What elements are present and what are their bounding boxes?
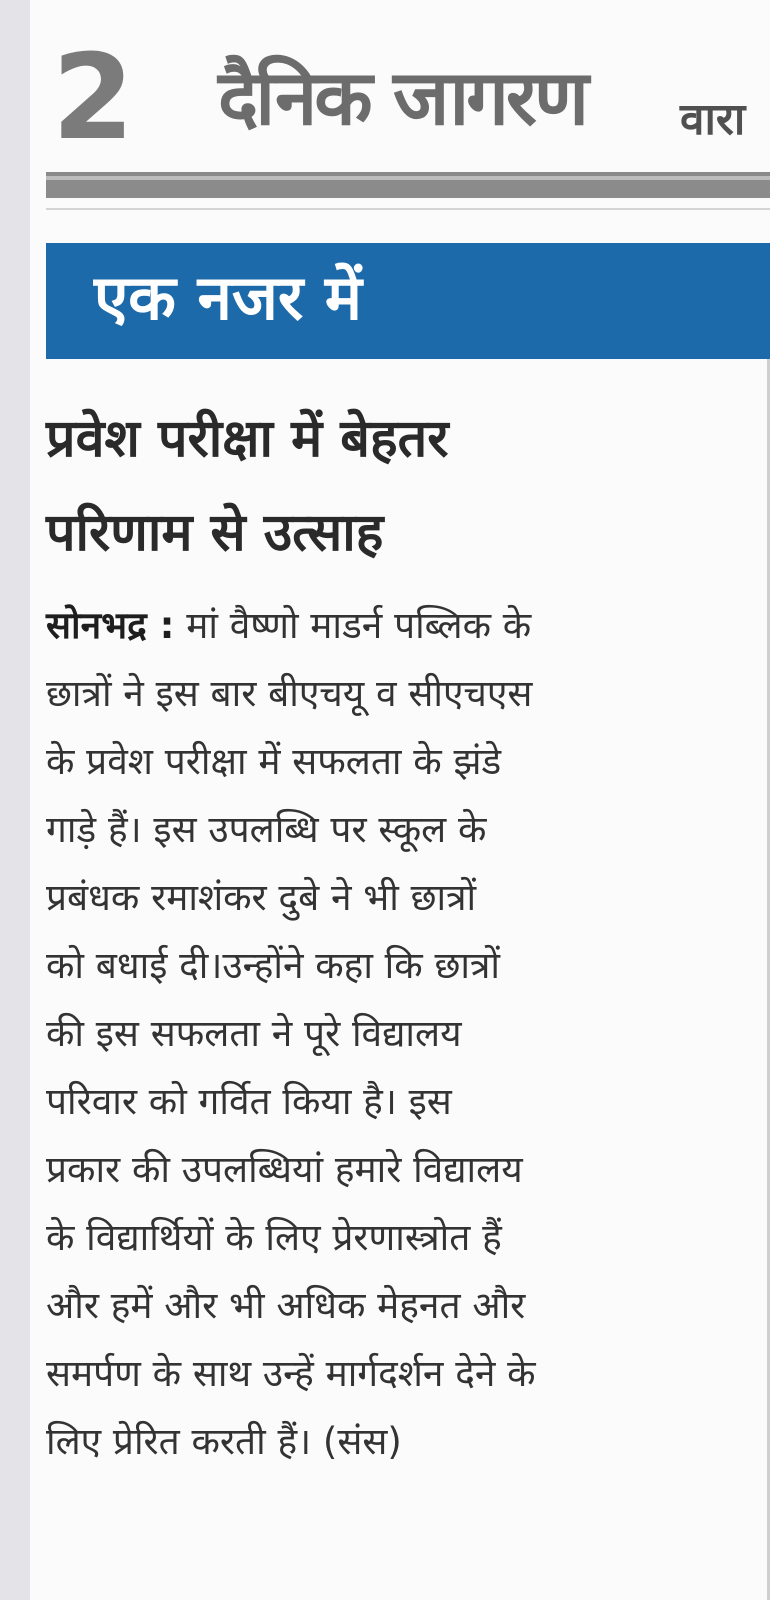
body-line: को बधाई दी।उन्होंने कहा कि छात्रों — [46, 944, 500, 987]
body-line-text: मां वैष्णो माडर्न पब्लिक के — [186, 604, 532, 647]
body-line: के प्रवेश परीक्षा में सफलता के झंडे — [46, 740, 502, 783]
dateline: सोनभद्र : — [46, 604, 175, 647]
body-line: समर्पण के साथ उन्हें मार्गदर्शन देने के — [46, 1352, 536, 1395]
body-line — [46, 592, 746, 660]
body-line: परिवार को गर्वित किया है। इस — [46, 1080, 452, 1123]
body-line: और हमें और भी अधिक मेहनत और — [46, 1284, 526, 1327]
page-number: 2 — [52, 28, 133, 166]
masthead-rule-highlight — [46, 176, 770, 180]
body-line: छात्रों ने इस बार बीएचयू व सीएचएस — [46, 672, 533, 715]
headline-line: परिणाम से उत्साह — [46, 503, 384, 563]
body-line: प्रबंधक रमाशंकर दुबे ने भी छात्रों — [46, 876, 477, 919]
edition-name: वारा — [680, 94, 746, 145]
body-line: की इस सफलता ने पूरे विद्यालय — [46, 1012, 462, 1055]
article-body — [46, 592, 746, 1476]
page-margin — [0, 0, 30, 1600]
newspaper-name: दैनिक जागरण — [218, 53, 586, 142]
section-header — [46, 243, 770, 359]
divider — [46, 208, 770, 210]
newspaper-clipping — [30, 0, 770, 1600]
body-line: लिए प्रेरित करती हैं। (संस) — [46, 1420, 402, 1463]
body-line: गाड़े हैं। इस उपलब्धि पर स्कूल के — [46, 808, 487, 851]
body-line: के विद्यार्थियों के लिए प्रेरणास्त्रोत हैं — [46, 1216, 502, 1259]
masthead — [30, 20, 770, 170]
headline-line: प्रवेश परीक्षा में बेहतर — [46, 409, 449, 469]
body-line: प्रकार की उपलब्धियां हमारे विद्यालय — [46, 1148, 523, 1191]
section-title: एक नजर में — [94, 261, 362, 334]
article-headline — [46, 392, 746, 580]
